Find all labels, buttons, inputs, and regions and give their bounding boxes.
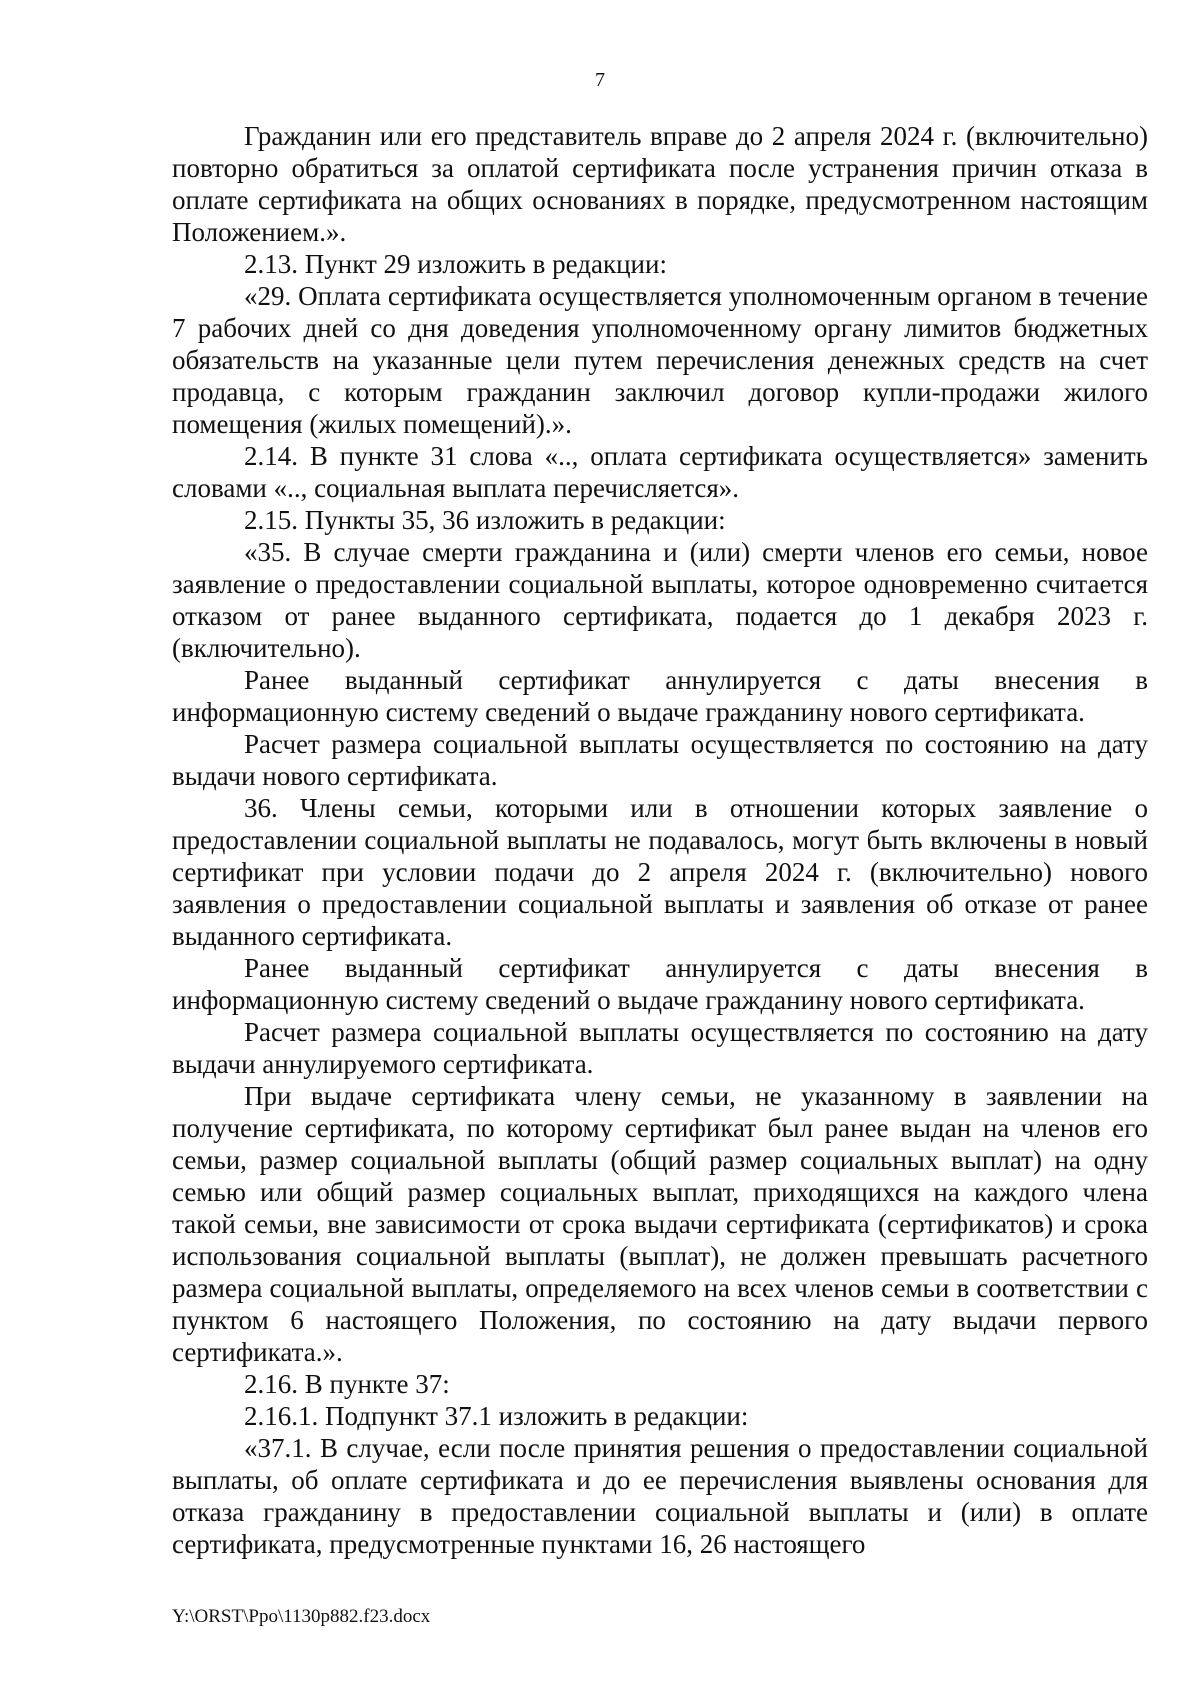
paragraph: 2.15. Пункты 35, 36 изложить в редакции: bbox=[244, 505, 726, 535]
document-body bbox=[172, 120, 1148, 1560]
footer-file-path: Y:\ORST\Ppo\1130p882.f23.docx bbox=[172, 1606, 431, 1627]
paragraph: «37.1. В случае, если после принятия решения о предоставлении социальной выплаты, об оплате сертификата и до ее перечисления выявлены основания для отказа гражданину в предоставлении социальной выплаты и (или) в оплате сертификата, предусмотренные пунктами 16, 26 настоящего bbox=[172, 1433, 1148, 1559]
page-number: 7 bbox=[595, 69, 605, 91]
paragraph: «29. Оплата сертификата осуществляется уполномоченным органом в течение 7 рабочих дней со дня доведения уполномоченному органу лимитов бюджетных обязательств на указанные цели путем перечисления денежных средств на счет продавца, с которым гражданин заключил договор купли-продажи жилого помещения (жилых помещений).». bbox=[172, 281, 1148, 439]
paragraph: 2.16. В пункте 37: bbox=[244, 1369, 450, 1399]
paragraph: 36. Члены семьи, которыми или в отношении которых заявление о предоставлении социальной выплаты не подавалось, могут быть включены в новый сертификат при условии подачи до 2 апреля 2024 г. (включительно) нового заявления о предоставлении социальной выплаты и заявления об отказе от ранее выданного сертификата. bbox=[172, 793, 1148, 951]
paragraph: При выдаче сертификата члену семьи, не указанному в заявлении на получение сертификата, по которому сертификат был ранее выдан на членов его семьи, размер социальной выплаты (общий размер социальных выплат) на одну семью или общий размер социальных выплат, приходящихся на каждого члена такой семьи, вне зависимости от срока выдачи сертификата (сертификатов) и срока использования социальной выплаты (выплат), не должен превышать расчетного размера социальной выплаты, определяемого на всех членов семьи в соответствии с пунктом 6 настоящего Положения, по состоянию на дату выдачи первого сертификата.». bbox=[172, 1081, 1148, 1367]
paragraph: 2.16.1. Подпункт 37.1 изложить в редакции: bbox=[244, 1401, 749, 1431]
paragraph: Расчет размера социальной выплаты осуществляется по состоянию на дату выдачи нового сертификата. bbox=[172, 729, 1148, 791]
paragraph: «35. В случае смерти гражданина и (или) смерти членов его семьи, новое заявление о предоставлении социальной выплаты, которое одновременно считается отказом от ранее выданного сертификата, подается до 1 декабря 2023 г. (включительно). bbox=[172, 537, 1148, 663]
paragraph: 2.13. Пункт 29 изложить в редакции: bbox=[244, 249, 667, 279]
paragraph: Расчет размера социальной выплаты осуществляется по состоянию на дату выдачи аннулируемого сертификата. bbox=[172, 1017, 1148, 1079]
paragraph: 2.14. В пункте 31 слова «.., оплата сертификата осуществляется» заменить словами «.., социальная выплата перечисляется». bbox=[172, 441, 1148, 503]
paragraph: Гражданин или его представитель вправе до 2 апреля 2024 г. (включительно) повторно обратиться за оплатой сертификата после устранения причин отказа в оплате сертификата на общих основаниях в порядке, предусмотренном настоящим Положением.». bbox=[172, 121, 1148, 247]
paragraph: Ранее выданный сертификат аннулируется с даты внесения в информационную систему сведений о выдаче гражданину нового сертификата. bbox=[172, 665, 1148, 727]
paragraph: Ранее выданный сертификат аннулируется с даты внесения в информационную систему сведений о выдаче гражданину нового сертификата. bbox=[172, 953, 1148, 1015]
